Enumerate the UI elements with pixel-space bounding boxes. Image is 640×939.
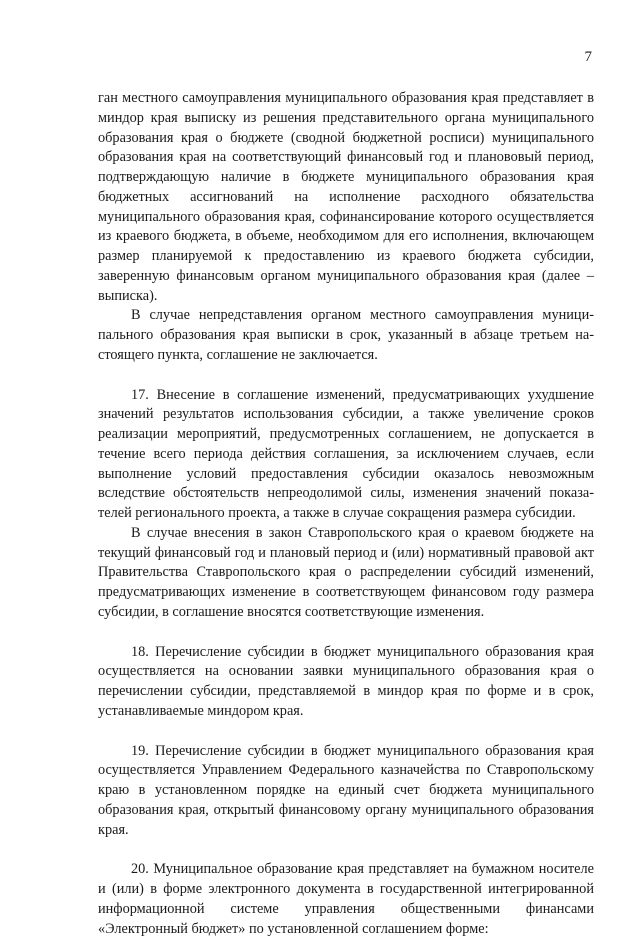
paragraph-non-submission: В случае непредставления органом местного самоуправления муниципального образования края выписки в срок, указанный в абзаце третьем настоящего пункта, соглашение не заключается.: [98, 307, 594, 363]
paragraph-clause-17: 17. Внесение в соглашение изменений, предусматривающих ухудшение значений результатов использования субсидии, а также увеличение сроков реализации мероприятий, предусмотренных соглашением, не допускается в течение всего периода действия соглашения, за исключением случаев, если выполнение условий предоставления субсидии оказалось невозможным вследствие обстоятельств непреодолимой силы, изменения значений показателей регионального проекта, а также в случае сокращения размера субсидии.: [98, 386, 594, 521]
paragraph-clause-17-amendments: В случае внесения в закон Ставропольского края о краевом бюджете на текущий финансовый год и плановый период и (или) нормативный правовой акт Правительства Ставропольского края о распределении субсидий изменений, предусматривающих изменение в соответствующем финансовом году размера субсидии, в соглашение вносятся соответствующие изменения.: [98, 524, 594, 620]
paragraph-clause-20: 20. Муниципальное образование края представляет на бумажном носителе и (или) в форме электронного документа в государственной интегрированной информационной системе управления общественными финансами «Электронный бюджет» по установленной соглашением форме:: [98, 861, 594, 937]
paragraph-continuation: ган местного самоуправления муниципального образования края представляет в миндор края выписку из решения представительного органа муниципального образования края о бюджете (сводной бюджетной росписи) муниципального образования края на соответствующий финансовый год и планововый период, подтверждающую наличие в бюджете муниципального образования края бюджетных ассигнований на исполнение расходного обязательства муниципального образования края, софинансирование которого осуществляется из краевого бюджета, в объеме, необходимом для его исполнения, включающем размер планируемой к предоставлению из краевого бюджета субсидии, заверенную финансовым органом муниципального образования края (далее – выписка).: [98, 90, 594, 304]
page-number: 7: [584, 49, 592, 65]
paragraph-clause-18: 18. Перечисление субсидии в бюджет муниципального образования края осуществляется на основании заявки муниципального образования края о перечислении субсидии, представляемой в миндор края по форме и в срок, устанавливаемые миндором края.: [98, 643, 594, 719]
document-body: [98, 89, 594, 939]
paragraph-clause-19: 19. Перечисление субсидии в бюджет муниципального образования края осуществляется Управлением Федерального казначейства по Ставропольскому краю в установленном порядке на единый счет бюджета муниципального образования края, открытый финансовому органу муниципального образования края.: [98, 742, 594, 838]
